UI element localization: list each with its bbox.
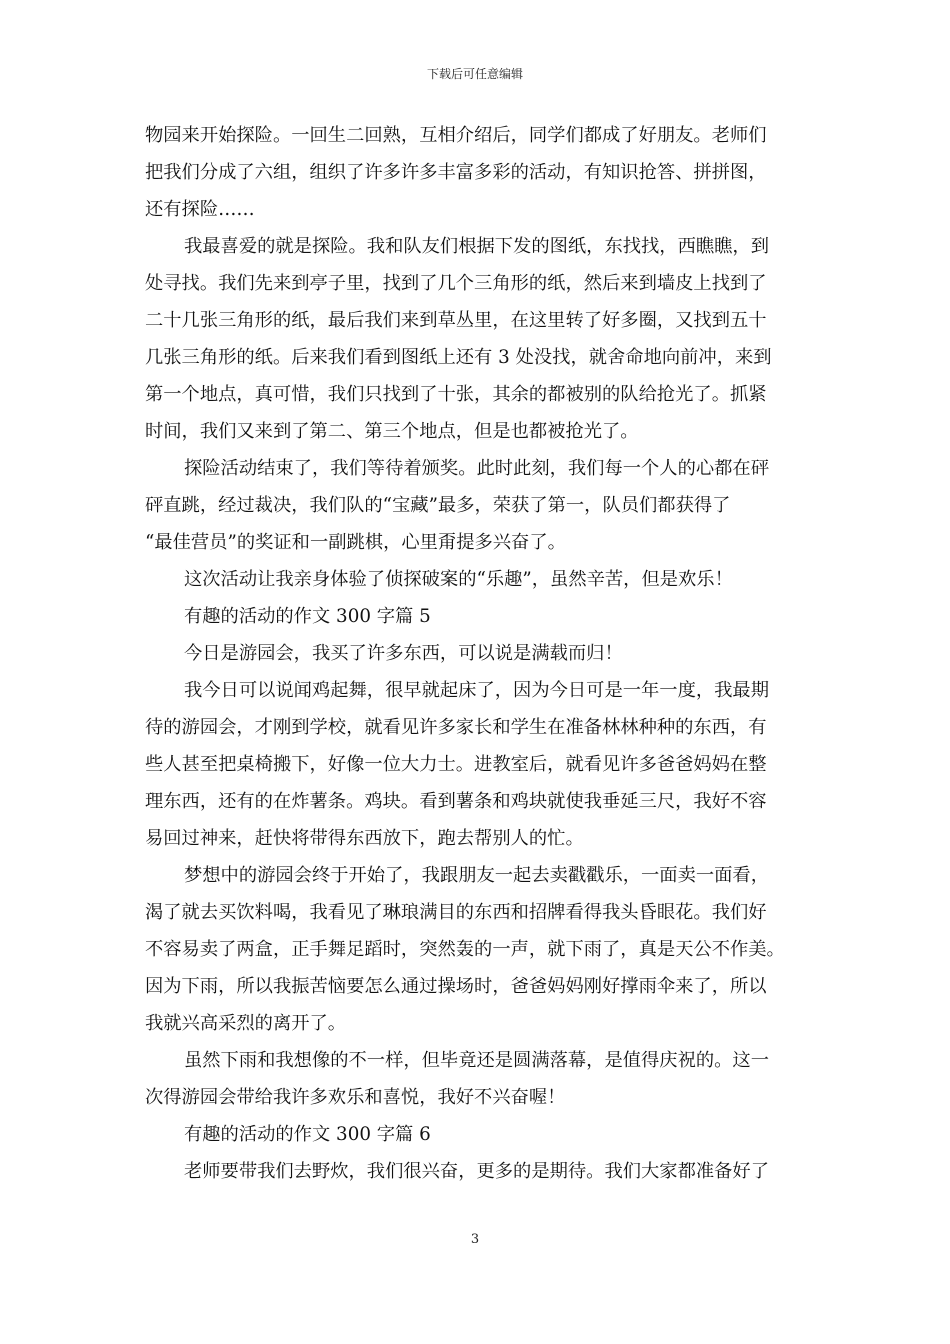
section-heading: 有趣的活动的作文 300 字篇 6 [184,1124,431,1145]
text-line: 把我们分成了六组，组织了许多许多丰富多彩的活动，有知识抢答、拼拼图， [145,162,767,183]
text-line: 这次活动让我亲身体验了侦探破案的“乐趣”，虽然辛苦，但是欢乐！ [184,569,733,590]
text-line: 我最喜爱的就是探险。我和队友们根据下发的图纸，东找找，西瞧瞧，到 [184,236,769,257]
text-line: 梦想中的游园会终于开始了，我跟朋友一起去卖戳戳乐，一面卖一面看， [184,865,769,886]
text-line: 物园来开始探险。一回生二回熟，互相介绍后，同学们都成了好朋友。老师们 [145,125,767,146]
text-line: 些人甚至把桌椅搬下，好像一位大力士。进教室后，就看见许多爸爸妈妈在整 [145,754,767,775]
text-line: 二十几张三角形的纸，最后我们来到草丛里，在这里转了好多圈，又找到五十 [145,310,767,331]
text-line: 几张三角形的纸。后来我们看到图纸上还有 3 处没找，就舍命地向前冲，来到 [145,347,772,368]
text-line: 次得游园会带给我许多欢乐和喜悦，我好不兴奋喔！ [145,1087,566,1108]
text-line: 虽然下雨和我想像的不一样，但毕竟还是圆满落幕，是值得庆祝的。这一 [184,1050,769,1071]
text-line: 还有探险…… [145,199,255,220]
text-line: 易回过神来，赶快将带得东西放下，跑去帮别人的忙。 [145,828,584,849]
text-line: 今日是游园会，我买了许多东西，可以说是满载而归！ [184,643,623,664]
text-line: “最佳营员”的奖证和一副跳棋，心里甭提多兴奋了。 [145,532,566,553]
text-line: 不容易卖了两盒，正手舞足蹈时，突然轰的一声，就下雨了，真是天公不作美。 [145,939,785,960]
document-body [145,117,813,1190]
text-line: 待的游园会，才刚到学校，就看见许多家长和学生在准备林林种种的东西，有 [145,717,767,738]
text-line: 第一个地点，真可惜，我们只找到了十张，其余的都被别的队给抢光了。抓紧 [145,384,767,405]
text-line: 理东西，还有的在炸薯条。鸡块。看到薯条和鸡块就使我垂延三尺，我好不容 [145,791,767,812]
text-line: 老师要带我们去野炊，我们很兴奋，更多的是期待。我们大家都准备好了 [184,1161,769,1182]
text-line: 因为下雨，所以我振苦恼要怎么通过操场时，爸爸妈妈刚好撑雨伞来了，所以 [145,976,767,997]
text-line: 渴了就去买饮料喝，我看见了琳琅满目的东西和招牌看得我头昏眼花。我们好 [145,902,767,923]
text-line: 处寻找。我们先来到亭子里，找到了几个三角形的纸，然后来到墙皮上找到了 [145,273,767,294]
text-line: 时间，我们又来到了第二、第三个地点，但是也都被抢光了。 [145,421,639,442]
section-heading: 有趣的活动的作文 300 字篇 5 [184,606,431,627]
text-line: 我就兴高采烈的离开了。 [145,1013,347,1034]
text-line: 探险活动结束了，我们等待着颁奖。此时此刻，我们每一个人的心都在砰 [184,458,769,479]
page-number: 3 [470,1232,480,1247]
page-header: 下载后可任意编辑 [426,67,523,81]
text-line: 砰直跳，经过裁决，我们队的“宝藏”最多，荣获了第一，队员们都获得了 [145,495,731,516]
text-line: 我今日可以说闻鸡起舞，很早就起床了，因为今日可是一年一度，我最期 [184,680,769,701]
